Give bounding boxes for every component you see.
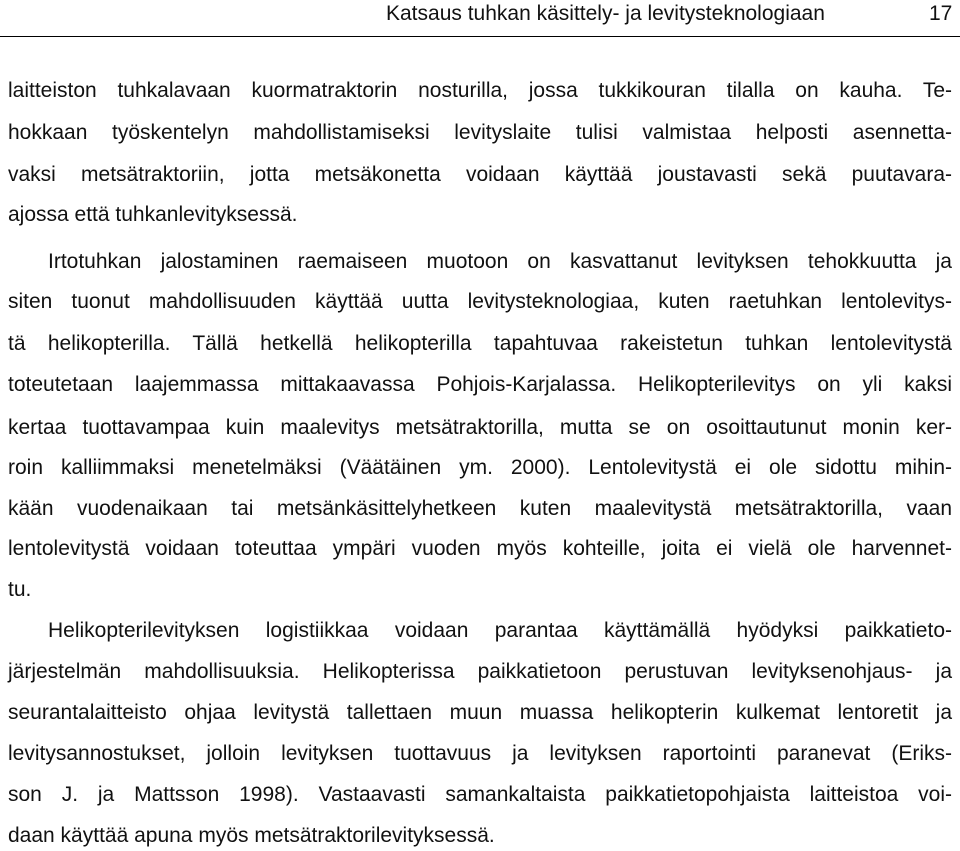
- header-divider: [0, 36, 960, 37]
- paragraph-2-line-4: toteutetaan laajemmassa mittakaavassa Pohjois-Karjalassa. Helikopterilevitys on yli kaksi: [8, 373, 952, 396]
- paragraph-3-line-1: Helikopterilevityksen logistiikkaa voidaan parantaa käyttämällä hyödyksi paikkatieto-: [48, 619, 952, 642]
- paragraph-3-line-4: levitysannostukset, jolloin levityksen tuottavuus ja levityksen raportointi paranevat (Eriks-: [8, 742, 952, 765]
- paragraph-3-line-3: seurantalaitteisto ohjaa levitystä tallettaen muun muassa helikopterin kulkemat lentoretit ja: [8, 701, 952, 724]
- paragraph-1-line-1: laitteiston tuhkalavaan kuormatraktorin nosturilla, jossa tukkikouran tilalla on kauha. Te-: [8, 79, 952, 102]
- paragraph-3-line-6: daan käyttää apuna myös metsätraktorilevityksessä.: [8, 824, 495, 847]
- running-header-title: Katsaus tuhkan käsittely- ja levitysteknologiaan: [386, 2, 825, 25]
- paragraph-2-line-8: lentolevitystä voidaan toteuttaa ympäri vuoden myös kohteille, joita ei vielä ole harvennet-: [8, 537, 952, 560]
- page-number: 17: [929, 2, 953, 25]
- paragraph-2-line-6: roin kalliimmaksi menetelmäksi (Väätäinen ym. 2000). Lentolevitystä ei ole sidottu mihin-: [8, 456, 952, 479]
- paragraph-2-line-5: kertaa tuottavampaa kuin maalevitys metsätraktorilla, mutta se on osoittautunut monin ker-: [8, 416, 952, 439]
- page-header: [0, 0, 960, 38]
- paragraph-2-line-1: Irtotuhkan jalostaminen raemaiseen muotoon on kasvattanut levityksen tehokkuutta ja: [48, 250, 952, 273]
- paragraph-2-line-2: siten tuonut mahdollisuuden käyttää uutta levitysteknologiaa, kuten raetuhkan lentolevitys-: [8, 290, 952, 313]
- paragraph-1-line-2: hokkaan työskentelyn mahdollistamiseksi levityslaite tulisi valmistaa helposti asennetta-: [8, 121, 952, 144]
- paragraph-1-line-3: vaksi metsätraktoriin, jotta metsäkonetta voidaan käyttää joustavasti sekä puutavara-: [8, 163, 952, 186]
- paragraph-2-line-9: tu.: [8, 578, 32, 601]
- paragraph-1-line-4: ajossa että tuhkanlevityksessä.: [8, 203, 298, 226]
- paragraph-3-line-2: järjestelmän mahdollisuuksia. Helikopterissa paikkatietoon perustuvan levityksenohjaus- ja: [8, 660, 952, 683]
- paragraph-3-line-5: son J. ja Mattsson 1998). Vastaavasti samankaltaista paikkatietopohjaista laitteistoa voi-: [8, 783, 952, 806]
- paragraph-2-line-3: tä helikopterilla. Tällä hetkellä helikopterilla tapahtuvaa rakeistetun tuhkan lentolevitystä: [8, 332, 952, 355]
- paragraph-2-line-7: kään vuodenaikaan tai metsänkäsittelyhetkeen kuten maalevitystä metsätraktorilla, vaan: [8, 497, 952, 520]
